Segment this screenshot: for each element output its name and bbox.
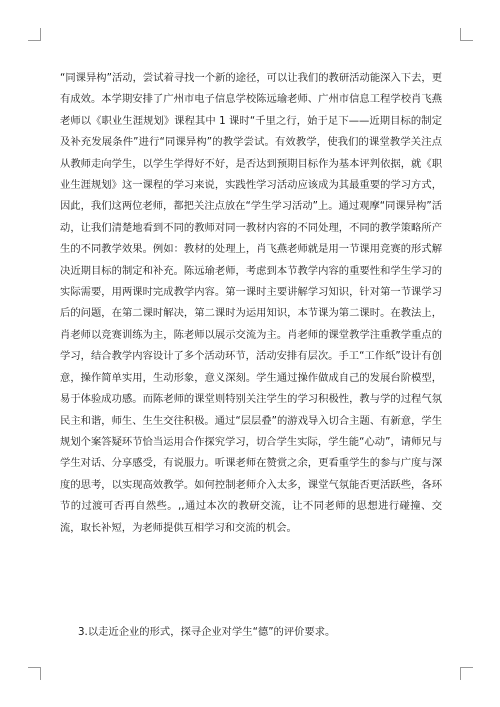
crop-mark-top-left xyxy=(28,28,41,41)
crop-mark-bottom-right xyxy=(460,667,473,680)
crop-mark-bottom-left xyxy=(28,667,41,680)
crop-mark-top-right xyxy=(460,28,473,41)
section-heading: 3.以走近企业的形式，探寻企业对学生“德”的评价要求。 xyxy=(78,626,336,638)
body-paragraph: “同课异构”活动，尝试着寻找一个新的途径，可以让我们的教研活动能深入下去，更有成效。本学期安排了广州市电子信息学校陈远瑜老师、广州市信息工程学校肖飞燕老师以《职业生涯规划》课程其中 1 课时“千里之行，始于足下——近期目标的制定及补充发展条件”进行“同课异构”的教学尝试。有效教学，使我们的课堂教学关注点从教师走向学生，以学生学得好不好，是否达到预期目标作为基本评判依据，就《职业生涯规划》这一课程的学习来说，实践性学习活动应该成为其最重要的学习方式，因此，我们这两位老师，都把关注点放在“学生学习活动”上。通过观摩“同课异构”活动，让我们清楚地看到不同的教师对同一教材内容的不同处理，不同的教学策略所产生的不同教学效果。例如：教材的处理上，肖飞燕老师就是用一节课用竞赛的形式解决近期目标的制定和补充。陈远瑜老师，考虑到本节教学内容的重要性和学生学习的实际需要，用两课时完成教学内容。第一课时主要讲解学习知识，针对第一节课学习后的问题，在第二课时解决，第二课时为运用知识，本节课为第二课时。在教法上，肖老师以竞赛训练为主，陈老师以展示交流为主。肖老师的课堂教学注重教学重点的学习，结合教学内容设计了多个活动环节，活动安排有层次。手工“工作纸”设计有创意，操作简单实用，生动形象，意义深刻。学生通过操作做成自己的发展台阶模型，易于体验成功感。而陈老师的课堂则特别关注学生的学习积极性，教与学的过程气氛民主和谐，师生、生生交往积极。通过“层层叠”的游戏导入切合主题、有新意，学生规划个案答疑环节恰当运用合作探究学习，切合学生实际，学生能“心动”，请师兄与学生对话、分享感受，有说服力。听课老师在赞赏之余，更看重学生的参与广度与深度的思考，以实现高效教学。如何控制老师介入太多，课堂气氛能否更活跃些，各环节的过渡可否再自然些。,,通过本次的教研交流，让不同老师的思想进行碰撞、交流，取长补短，为老师提供互相学习和交流的机会。 xyxy=(60,72,442,534)
